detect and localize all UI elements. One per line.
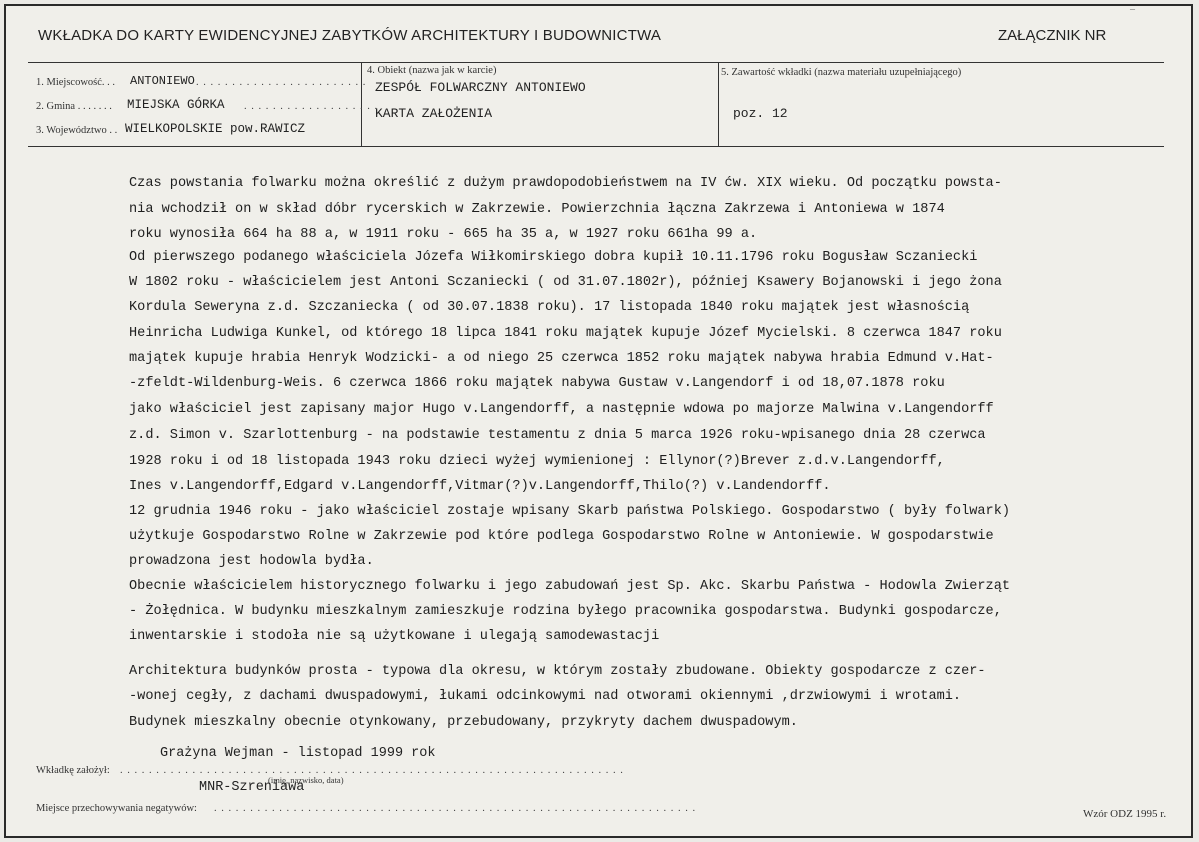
body-line: Od pierwszego podanego właściciela Józefa Wiłkomirskiego dobra kupił 10.11.1796 roku Bogusław Sczaniecki: [129, 250, 978, 265]
body-line: 1928 roku i od 18 listopada 1943 roku dzieci wyżej wymienionej : Ellynor(?)Brever z.d.v.Langendorff,: [129, 454, 945, 469]
locality-dots: . . . . . . . . . . . . . . . . . . . . . . . .: [196, 77, 367, 88]
annex-number: ZAŁĄCZNIK NR: [998, 27, 1107, 44]
corner-mark: –: [1130, 4, 1135, 15]
body-line: inwentarskie i stodoła nie są użytkowane i ulegają samodewastacji: [129, 629, 660, 644]
content-label: 5. Zawartość wkładki (nazwa materiału uzupełniającego): [721, 67, 962, 78]
author-label: Wkładkę założył:: [36, 765, 110, 776]
body-line: -wonej cegły, z dachami dwuspadowymi, łukami odcinkowymi nad otworami okiennymi ,drzwiowymi i wrotami.: [129, 689, 962, 704]
author-typed: Grażyna Wejman - listopad 1999 rok: [160, 746, 436, 761]
author-hint: (imię, nazwisko, data): [268, 775, 344, 785]
body-line: W 1802 roku - właścicielem jest Antoni Sczaniecki ( od 31.07.1802r), później Ksawery Bojanowski i jego żona: [129, 275, 1002, 290]
voivodeship-label: 3. Województwo . .: [36, 125, 118, 136]
body-line: Obecnie właścicielem historycznego folwarku i jego zabudowań jest Sp. Akc. Skarbu Państwa - Hodowla Zwierząt: [129, 579, 1011, 594]
storage-label: Miejsce przechowywania negatywów:: [36, 803, 197, 814]
body-line: jako właściciel jest zapisany major Hugo v.Langendorff, a następnie wdowa po majorze Malwina v.Langendorff: [129, 402, 994, 417]
header-bottom-rule: [28, 146, 1164, 147]
body-line: Czas powstania folwarku można określić z dużym prawdopodobieństwem na IV ćw. XIX wieku. Od początku powsta-: [129, 176, 1002, 191]
body-line: roku wynosiła 664 ha 88 a, w 1911 roku - 665 ha 35 a, w 1927 roku 661ha 99 a.: [129, 227, 758, 242]
object-label: 4. Obiekt (nazwa jak w karcie): [367, 65, 497, 76]
body-line: -zfeldt-Wildenburg-Weis. 6 czerwca 1866 roku majątek nabywa Gustaw v.Langendorf i od 18,07.1878 roku: [129, 376, 945, 391]
storage-dots: . . . . . . . . . . . . . . . . . . . . . . . . . . . . . . . . . . . . . . . . . . . . . . . . . . . . . . . . . . . . . . . . . . .: [214, 803, 697, 814]
column-divider-2: [718, 62, 719, 146]
body-line: Heinricha Ludwiga Kunkel, od którego 18 lipca 1841 roku majątek kupuje Józef Mycielski. 8 czerwca 1847 roku: [129, 326, 1002, 341]
document-title: WKŁADKA DO KARTY EWIDENCYJNEJ ZABYTKÓW ARCHITEKTURY I BUDOWNICTWA: [38, 27, 662, 44]
object-subtitle: KARTA ZAŁOŻENIA: [375, 106, 493, 121]
body-line: Kordula Seweryna z.d. Szczaniecka ( od 30.07.1838 roku). 17 listopada 1840 roku majątek jest własnością: [129, 300, 970, 315]
body-line: nia wchodził on w skład dóbr rycerskich w Zakrzewie. Powierzchnia łączna Zakrzewa i Antoniewa w 1874: [129, 202, 945, 217]
voivodeship-value: WIELKOPOLSKIE pow.RAWICZ: [125, 122, 306, 136]
body-line: użytkuje Gospodarstwo Rolne w Zakrzewie pod które podlega Gospodarstwo Rolne w Antoniewie. W gospodarstwie: [129, 529, 994, 544]
object-value: ZESPÓŁ FOLWARCZNY ANTONIEWO: [375, 80, 586, 95]
commune-dots: . . . . . . . . . . . . . . . . . . .: [244, 101, 379, 112]
header-top-rule: [28, 62, 1164, 63]
content-value: poz. 12: [733, 106, 788, 121]
body-line: Architektura budynków prosta - typowa dla okresu, w którym zostały zbudowane. Obiekty gospodarcze z czer-: [129, 664, 986, 679]
commune-label: 2. Gmina . . . . . . .: [36, 101, 112, 112]
body-line: prowadzona jest hodowla bydła.: [129, 554, 374, 569]
locality-value: ANTONIEWO: [130, 74, 195, 88]
body-line: z.d. Simon v. Szarlottenburg - na podstawie testamentu z dnia 5 marca 1926 roku-wpisanego dnia 28 czerwca: [129, 428, 986, 443]
author-dots: . . . . . . . . . . . . . . . . . . . . . . . . . . . . . . . . . . . . . . . . . . . . . . . . . . . . . . . . . . . . . . . . . . . . . .: [120, 765, 624, 776]
commune-value: MIEJSKA GÓRKA: [127, 98, 225, 112]
storage-typed: MNR-Szreniawa: [199, 780, 305, 795]
body-line: Ines v.Langendorff,Edgard v.Langendorff,Vitmar(?)v.Langendorff,Thilo(?) v.Landendorff.: [129, 479, 831, 494]
body-line: majątek kupuje hrabia Henryk Wodzicki- a od niego 25 czerwca 1852 roku majątek nabywa hrabia Edmund v.Hat-: [129, 351, 994, 366]
body-line: Budynek mieszkalny obecnie otynkowany, przebudowany, przykryty dachem dwuspadowym.: [129, 715, 798, 730]
body-line: - Żołędnica. W budynku mieszkalnym zamieszkuje rodzina byłego pracownika gospodarstwa. Budynki gospodarcze,: [129, 604, 1002, 619]
form-identifier: Wzór ODZ 1995 r.: [1083, 808, 1167, 820]
locality-label: 1. Miejscowość. . .: [36, 77, 116, 88]
body-line: 12 grudnia 1946 roku - jako właściciel zostaje wpisany Skarb państwa Polskiego. Gospodarstwo ( były folwark): [129, 504, 1011, 519]
